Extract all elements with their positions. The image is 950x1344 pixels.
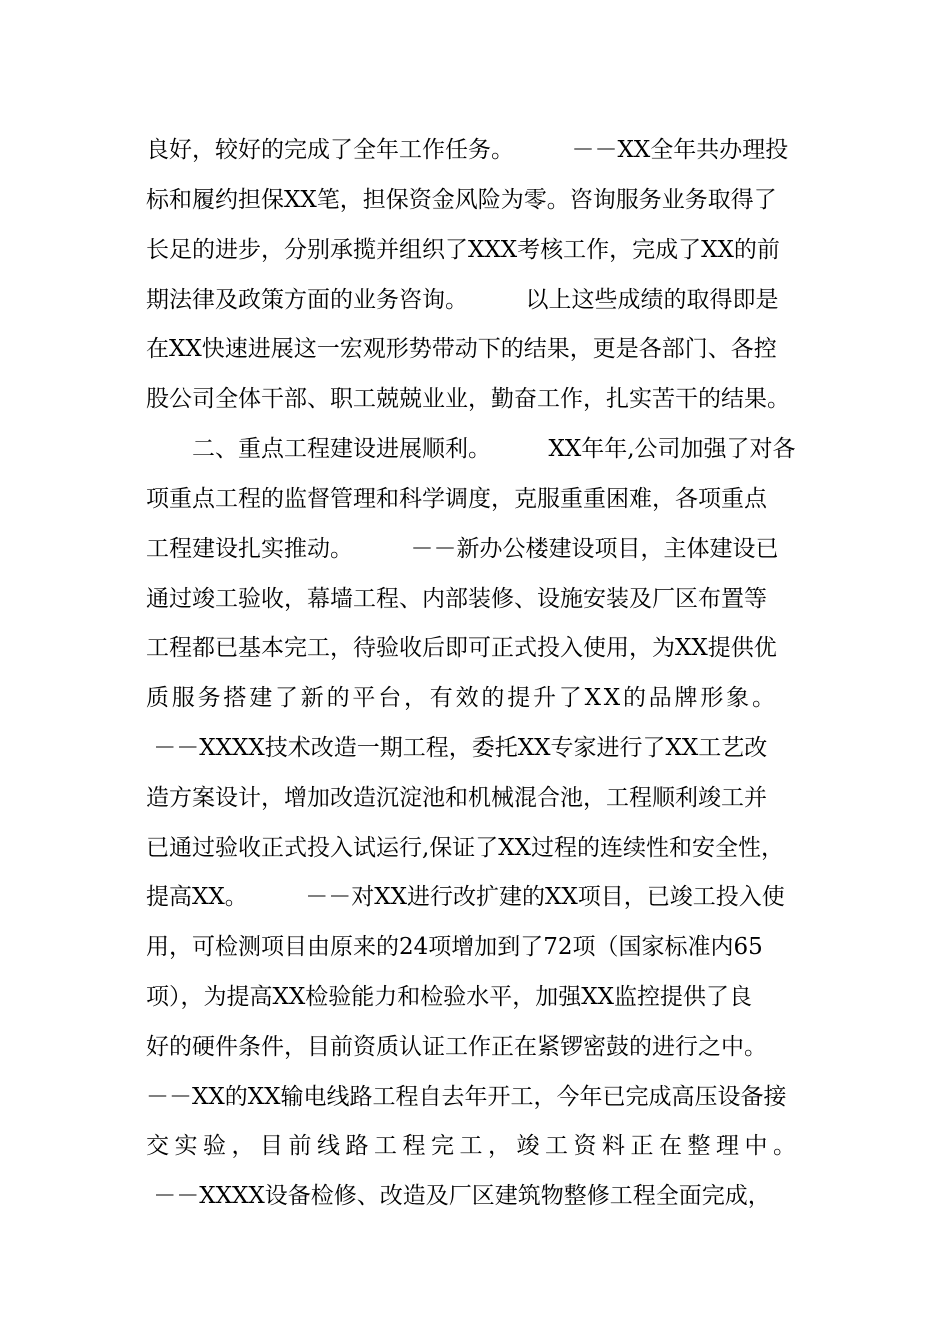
text-line: 项重点工程的监督管理和科学调度，克服重重困难，各项重点 bbox=[146, 486, 767, 512]
text-line: －－XX的XX输电线路工程自去年开工，今年已完成高压设备接 bbox=[146, 1084, 787, 1110]
text-line: －－XXXX设备检修、改造及厂区建筑物整修工程全面完成， bbox=[146, 1183, 771, 1209]
text-line: 通过竣工验收，幕墙工程、内部装修、设施安装及厂区布置等 bbox=[146, 586, 767, 612]
text-line: 造方案设计，增加改造沉淀池和机械混合池，工程顺利竣工并 bbox=[146, 785, 767, 811]
text-line: －－XXXX技术改造一期工程，委托XX专家进行了XX工艺改 bbox=[146, 735, 768, 761]
text-line: 工程建设扎实推动。 －－新办公楼建设项目，主体建设已 bbox=[146, 536, 779, 562]
text-line: 标和履约担保XX笔，担保资金风险为零。咨询服务业务取得了 bbox=[146, 187, 777, 213]
text-line: 工程都已基本完工，待验收后即可正式投入使用，为XX提供优 bbox=[146, 635, 777, 661]
text-line: 期法律及政策方面的业务咨询。 以上这些成绩的取得即是 bbox=[146, 287, 779, 313]
text-line: 质服务搭建了新的平台，有效的提升了XX的品牌形象。 bbox=[146, 685, 778, 711]
text-line: 良好，较好的完成了全年工作任务。 －－XX全年共办理投 bbox=[146, 137, 789, 163]
text-line: 在XX快速进展这一宏观形势带动下的结果，更是各部门、各控 bbox=[146, 336, 777, 362]
text-line: 提高XX。 －－对XX进行改扩建的XX项目，已竣工投入使 bbox=[146, 884, 785, 910]
text-line: 用，可检测项目由原来的24项增加到了72项（国家标准内65 bbox=[146, 934, 763, 960]
text-line: 二、重点工程建设进展顺利。 XX年年,公司加强了对各 bbox=[146, 436, 796, 462]
text-line: 股公司全体干部、职工兢兢业业，勤奋工作，扎实苦干的结果。 bbox=[146, 386, 790, 412]
text-line: 交实验，目前线路工程完工，竣工资料正在整理中。 bbox=[146, 1133, 802, 1159]
text-line: 项），为提高XX检验能力和检验水平，加强XX监控提供了良 bbox=[146, 984, 752, 1010]
text-line: 长足的进步，分别承揽并组织了XXX考核工作，完成了XX的前 bbox=[146, 237, 780, 263]
text-line: 好的硬件条件，目前资质认证工作正在紧锣密鼓的进行之中。 bbox=[146, 1034, 767, 1060]
text-line: 已通过验收正式投入试运行,保证了XX过程的连续性和安全性， bbox=[146, 835, 785, 861]
